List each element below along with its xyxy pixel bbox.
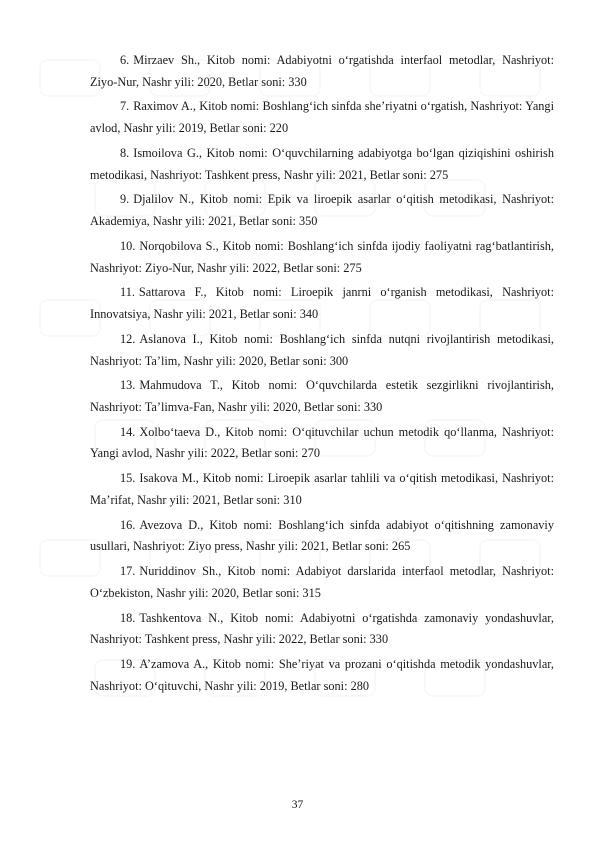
- reference-number: 7.: [120, 99, 130, 114]
- reference-item: [90, 50, 554, 93]
- reference-text: Djalilov N., Kitob nomi: Epik va liroepik asarlar o‘qitish metodikasi, Nashriyot: Akademiya, Nashr yili: 2021, Betlar soni: 350: [90, 192, 554, 229]
- reference-number: 18.: [120, 610, 136, 625]
- reference-number: 15.: [120, 471, 136, 486]
- reference-number: 19.: [120, 657, 136, 672]
- reference-item: [90, 189, 554, 232]
- reference-text: Tashkentova N., Kitob nomi: Adabiyotni o‘rgatishda zamonaviy yondashuvlar, Nashriyot: Tashkent press, Nashr yili: 2022, Betlar soni: 330: [90, 610, 554, 647]
- reference-item: [90, 561, 554, 604]
- reference-item: [90, 143, 554, 186]
- reference-item: [90, 329, 554, 372]
- reference-text: Mirzaev Sh., Kitob nomi: Adabiyotni o‘rgatishda interfaol metodlar, Nashriyot: Ziyo-Nur, Nashr yili: 2020, Betlar soni: 330: [90, 53, 554, 89]
- reference-text: Isakova M., Kitob nomi: Liroepik asarlar tahlili va o‘qitish metodikasi, Nashriyot: Ma’rifat, Nashr yili: 2021, Betlar soni: 310: [90, 471, 554, 507]
- reference-number: 9.: [120, 192, 130, 207]
- reference-text: Xolbo‘taeva D., Kitob nomi: O‘qituvchilar uchun metodik qo‘llanma, Nashriyot: Yangi avlod, Nashr yili: 2022, Betlar soni: 270: [90, 424, 554, 461]
- reference-item: [90, 422, 554, 465]
- reference-number: 11.: [120, 285, 135, 300]
- reference-number: 8.: [120, 145, 130, 160]
- reference-text: Ismoilova G., Kitob nomi: O‘quvchilarning adabiyotga bo‘lgan qiziqishini oshirish metodikasi, Nashriyot: Tashkent press, Nashr yili: 2021, Betlar soni: 275: [90, 145, 554, 182]
- reference-number: 13.: [120, 378, 136, 393]
- reference-item: [90, 468, 554, 511]
- reference-number: 12.: [120, 331, 136, 346]
- reference-text: Mahmudova T., Kitob nomi: O‘quvchilarda estetik sezgirlikni rivojlantirish, Nashriyot: Ta’limva-Fan, Nashr yili: 2020, Betlar soni: 330: [90, 378, 554, 414]
- reference-number: 16.: [120, 517, 136, 532]
- reference-item: [90, 96, 554, 139]
- reference-number: 10.: [120, 238, 136, 253]
- reference-number: 17.: [120, 564, 136, 579]
- reference-text: Sattarova F., Kitob nomi: Liroepik janrni o‘rganish metodikasi, Nashriyot: Innovatsiya, Nashr yili: 2021, Betlar soni: 340: [90, 285, 554, 322]
- reference-text: Norqobilova S., Kitob nomi: Boshlang‘ich sinfda ijodiy faoliyatni rag‘batlantirish, Nashriyot: Ziyo-Nur, Nashr yili: 2022, Betlar soni: 275: [90, 238, 554, 275]
- references-list: [90, 50, 554, 701]
- reference-text: Nuriddinov Sh., Kitob nomi: Adabiyot darslarida interfaol metodlar, Nashriyot: O‘zbekiston, Nashr yili: 2020, Betlar soni: 315: [90, 564, 554, 600]
- reference-number: 14.: [120, 424, 136, 439]
- reference-item: [90, 282, 554, 325]
- page-number: 37: [291, 799, 304, 811]
- reference-text: Aslanova I., Kitob nomi: Boshlang‘ich sinfda nutqni rivojlantirish metodikasi, Nashriyot: Ta’lim, Nashr yili: 2020, Betlar soni: 300: [90, 331, 554, 368]
- reference-item: [90, 654, 554, 697]
- reference-text: Raximov A., Kitob nomi: Boshlang‘ich sinfda she’riyatni o‘rgatish, Nashriyot: Yangi avlod, Nashr yili: 2019, Betlar soni: 220: [90, 99, 554, 136]
- reference-number: 6.: [120, 53, 130, 67]
- reference-item: [90, 608, 554, 651]
- reference-item: [90, 515, 554, 558]
- reference-text: A’zamova A., Kitob nomi: She’riyat va prozani o‘qitishda metodik yondashuvlar, Nashriyot: O‘qituvchi, Nashr yili: 2019, Betlar soni: 280: [90, 657, 554, 693]
- reference-item: [90, 375, 554, 418]
- reference-item: [90, 236, 554, 279]
- reference-text: Avezova D., Kitob nomi: Boshlang‘ich sinfda adabiyot o‘qitishning zamonaviy usullari, Nashriyot: Ziyo press, Nashr yili: 2021, Betlar soni: 265: [90, 517, 554, 554]
